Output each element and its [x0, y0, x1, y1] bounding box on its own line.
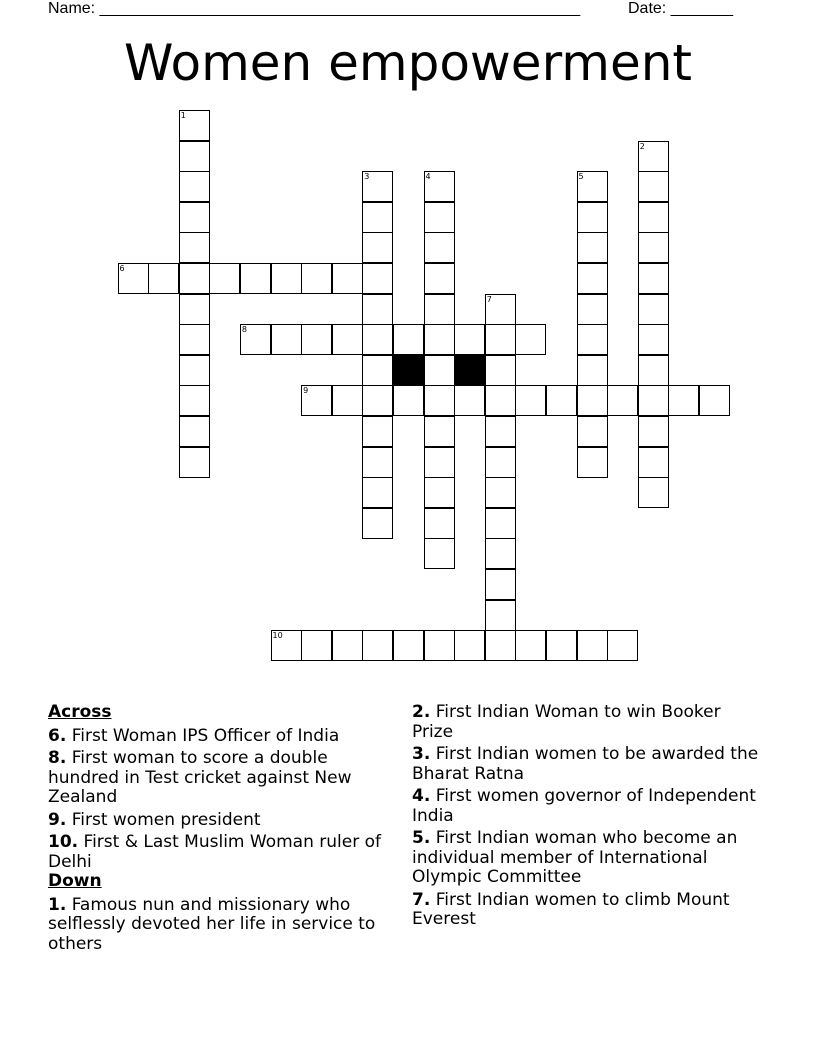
clue-number: 2. — [412, 702, 431, 722]
page-title: Women empowerment — [123, 34, 693, 92]
crossword-cell[interactable] — [301, 630, 332, 661]
crossword-cell[interactable] — [638, 171, 669, 202]
crossword-cell[interactable] — [179, 355, 210, 386]
clue-down-4 — [412, 787, 762, 826]
name-field: Name: ______________________________________________________ — [48, 0, 581, 17]
crossword-cell[interactable] — [179, 171, 210, 202]
crossword-cell[interactable] — [485, 508, 516, 539]
crossword-cell[interactable] — [179, 202, 210, 233]
clue-number: 3. — [412, 744, 431, 764]
clue-down-3 — [412, 745, 762, 784]
clue-number: 4. — [412, 786, 431, 806]
cell-number: 7 — [486, 294, 492, 304]
crossword-cell[interactable] — [118, 263, 149, 294]
crossword-cell[interactable] — [577, 171, 608, 202]
crossword-cell[interactable] — [424, 416, 455, 447]
crossword-cell[interactable] — [485, 630, 516, 661]
crossword-cell[interactable] — [393, 324, 424, 355]
crossword-cell[interactable] — [454, 630, 485, 661]
crossword-cell[interactable] — [301, 385, 332, 416]
crossword-cell[interactable] — [424, 202, 455, 233]
crossword-cell[interactable] — [301, 324, 332, 355]
crossword-cell[interactable] — [424, 294, 455, 325]
crossword-cell[interactable] — [577, 385, 608, 416]
crossword-cell[interactable] — [424, 508, 455, 539]
cell-number: 4 — [425, 172, 431, 182]
crossword-cell[interactable] — [577, 324, 608, 355]
crossword-cell[interactable] — [485, 355, 516, 386]
crossword-cell[interactable] — [240, 324, 271, 355]
clue-down-2 — [412, 703, 762, 742]
crossword-cell[interactable] — [424, 355, 455, 386]
crossword-cell[interactable] — [577, 202, 608, 233]
crossword-cell[interactable] — [485, 447, 516, 478]
cell-number: 9 — [303, 386, 309, 396]
crossword-cell[interactable] — [424, 232, 455, 263]
clue-number: 7. — [412, 889, 431, 910]
crossword-cell[interactable] — [577, 263, 608, 294]
clue-across-10 — [48, 833, 403, 872]
crossword-cell[interactable] — [362, 416, 393, 447]
crossword-cell[interactable] — [362, 171, 393, 202]
clue-text: First women president — [71, 809, 261, 830]
down-heading: Down — [48, 871, 102, 891]
clue-down-1 — [48, 896, 403, 955]
crossword-cell[interactable] — [546, 630, 577, 661]
crossword-cell[interactable] — [485, 477, 516, 508]
crossword-cell[interactable] — [638, 294, 669, 325]
crossword-cell[interactable] — [485, 294, 516, 325]
crossword-cell[interactable] — [332, 324, 363, 355]
black-cell — [393, 355, 424, 386]
crossword-cell[interactable] — [638, 232, 669, 263]
clue-text: First Indian women to climb Mount Everest — [412, 889, 730, 929]
clue-number: 9. — [48, 809, 67, 830]
clue-text: First & Last Muslim Woman ruler of Delhi — [48, 832, 381, 872]
crossword-cell[interactable] — [485, 416, 516, 447]
crossword-cell[interactable] — [607, 385, 638, 416]
crossword-cell[interactable] — [577, 232, 608, 263]
crossword-cell[interactable] — [362, 508, 393, 539]
crossword-cell[interactable] — [424, 385, 455, 416]
crossword-cell[interactable] — [454, 385, 485, 416]
crossword-cell[interactable] — [362, 232, 393, 263]
crossword-cell[interactable] — [362, 263, 393, 294]
crossword-cell[interactable] — [179, 110, 210, 141]
crossword-cell[interactable] — [577, 416, 608, 447]
crossword-cell[interactable] — [362, 385, 393, 416]
crossword-cell[interactable] — [179, 447, 210, 478]
crossword-cell[interactable] — [179, 385, 210, 416]
crossword-cell[interactable] — [424, 171, 455, 202]
clue-across-6 — [48, 727, 403, 747]
cell-number: 6 — [119, 264, 125, 273]
clue-text: First woman to score a double hundred in Test cricket against New Zealand — [48, 748, 352, 807]
cell-number: 1 — [180, 111, 186, 120]
across-heading: Across — [48, 702, 112, 722]
crossword-cell[interactable] — [393, 385, 424, 416]
crossword-cell[interactable] — [424, 324, 455, 355]
crossword-cell[interactable] — [638, 416, 669, 447]
cell-number: 5 — [578, 172, 584, 182]
clue-down-7 — [412, 891, 762, 930]
crossword-cell[interactable] — [424, 538, 455, 569]
crossword-cell[interactable] — [424, 447, 455, 478]
crossword-cell[interactable] — [515, 324, 546, 355]
crossword-cell[interactable] — [332, 385, 363, 416]
crossword-cell[interactable] — [179, 232, 210, 263]
clue-text: First Indian women to be awarded the Bharat Ratna — [412, 744, 759, 784]
crossword-cell[interactable] — [179, 324, 210, 355]
crossword-cell[interactable] — [485, 385, 516, 416]
crossword-cell[interactable] — [607, 630, 638, 661]
clue-across-9 — [48, 811, 403, 831]
crossword-cell[interactable] — [454, 324, 485, 355]
crossword-cell[interactable] — [240, 263, 271, 294]
clue-number: 8. — [48, 748, 67, 768]
date-field: Date: _______ — [628, 0, 733, 17]
clue-number: 10. — [48, 832, 79, 852]
cell-number: 8 — [241, 325, 247, 335]
crossword-cell[interactable] — [577, 294, 608, 325]
cell-number: 3 — [364, 172, 370, 182]
clue-number: 1. — [48, 894, 67, 915]
crossword-cell[interactable] — [179, 416, 210, 447]
crossword-cell[interactable] — [668, 385, 699, 416]
crossword-cell[interactable] — [485, 324, 516, 355]
crossword-cell[interactable] — [362, 324, 393, 355]
clue-across-8 — [48, 749, 403, 808]
crossword-cell[interactable] — [271, 324, 302, 355]
clue-text: First Woman IPS Officer of India — [71, 725, 340, 746]
crossword-cell[interactable] — [546, 385, 577, 416]
clue-text: First Indian Woman to win Booker Prize — [412, 702, 721, 742]
crossword-cell[interactable] — [362, 630, 393, 661]
clue-number: 5. — [412, 828, 431, 848]
crossword-cell[interactable] — [485, 538, 516, 569]
crossword-cell[interactable] — [362, 294, 393, 325]
crossword-cell[interactable] — [485, 600, 516, 631]
clues-right-column — [412, 703, 762, 933]
cell-number: 2 — [639, 141, 645, 151]
crossword-cell[interactable] — [638, 263, 669, 294]
crossword-cell[interactable] — [148, 263, 179, 294]
crossword-cell[interactable] — [362, 202, 393, 233]
crossword-cell[interactable] — [577, 355, 608, 386]
crossword-cell[interactable] — [362, 477, 393, 508]
clue-text: First women governor of Independent India — [412, 786, 756, 826]
crossword-cell[interactable] — [393, 630, 424, 661]
crossword-cell[interactable] — [209, 263, 240, 294]
clue-down-5 — [412, 829, 762, 888]
crossword-cell[interactable] — [638, 324, 669, 355]
clues-left-column — [48, 703, 403, 957]
crossword-cell[interactable] — [424, 263, 455, 294]
crossword-cell[interactable] — [271, 263, 302, 294]
crossword-cell[interactable] — [362, 447, 393, 478]
crossword-cell[interactable] — [638, 355, 669, 386]
clue-number: 6. — [48, 725, 67, 746]
crossword-cell[interactable] — [179, 294, 210, 325]
crossword-cell[interactable] — [424, 630, 455, 661]
cell-number: 10 — [272, 631, 283, 641]
crossword-cell[interactable] — [638, 141, 669, 172]
clue-text: Famous nun and missionary who selflessly devoted her life in service to others — [48, 894, 376, 954]
crossword-cell[interactable] — [179, 263, 210, 294]
crossword-cell[interactable] — [699, 385, 730, 416]
crossword-cell[interactable] — [485, 569, 516, 600]
crossword-cell[interactable] — [332, 630, 363, 661]
crossword-cell[interactable] — [577, 630, 608, 661]
crossword-cell[interactable] — [515, 385, 546, 416]
crossword-cell[interactable] — [301, 263, 332, 294]
crossword-cell[interactable] — [638, 477, 669, 508]
crossword-cell[interactable] — [362, 355, 393, 386]
crossword-cell[interactable] — [271, 630, 302, 661]
crossword-cell[interactable] — [424, 477, 455, 508]
crossword-cell[interactable] — [638, 385, 669, 416]
crossword-cell[interactable] — [638, 202, 669, 233]
crossword-cell[interactable] — [515, 630, 546, 661]
crossword-cell[interactable] — [638, 447, 669, 478]
crossword-cell[interactable] — [179, 141, 210, 172]
black-cell — [454, 355, 485, 386]
clue-text: First Indian woman who become an individual member of International Olympic Committee — [412, 828, 738, 887]
crossword-cell[interactable] — [332, 263, 363, 294]
crossword-cell[interactable] — [577, 447, 608, 478]
